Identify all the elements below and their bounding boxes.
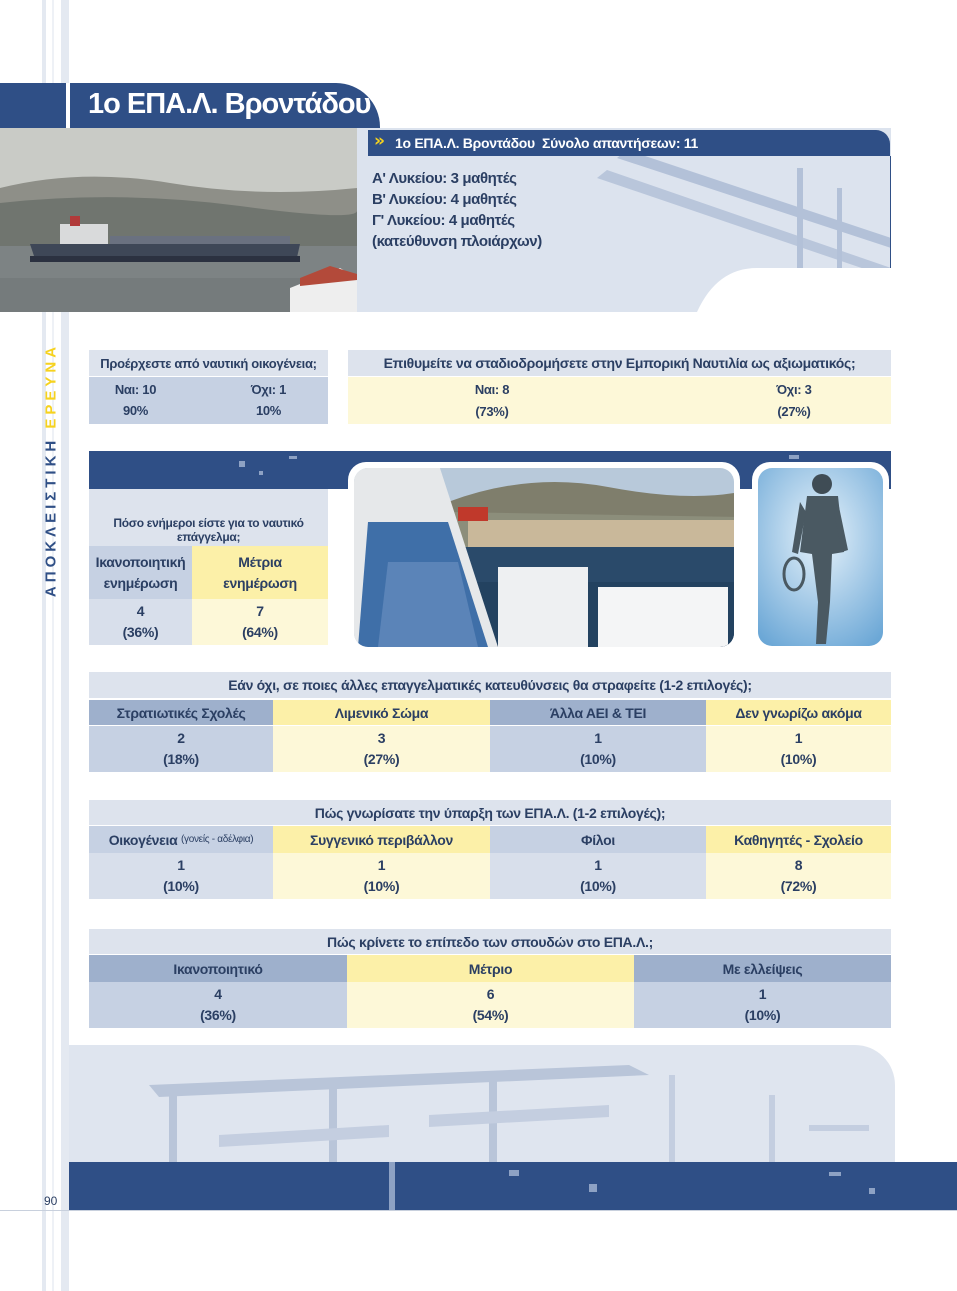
ferry-photo [348,462,740,647]
q-career-yes-label: Ναι: 8 [474,382,510,397]
q-other-question: Εάν όχι, σε ποιες άλλες επαγγελματικές κατευθύνσεις θα στραφείτε (1-2 επιλογές); [89,672,891,698]
harbor-photo [0,128,357,312]
q-other-option-count: 2 [177,730,185,746]
q-other-option-pct: (18%) [163,751,199,767]
q-source-question: Πώς γνωρίσατε την ύπαρξη των ΕΠΑ.Λ. (1-2 επιλογές); [89,800,891,825]
q-source-option-count: 1 [177,857,185,873]
footer-band-texture [69,1162,957,1210]
q-source-option-3-label: Φίλοι [490,826,706,853]
summary-lines [372,168,542,252]
double-chevron-icon: » [374,131,385,151]
footer-band [69,1162,957,1210]
q-family-question: Προέρχεστε από ναυτική οικογένεια; [89,350,328,376]
q-other-option-2-value [273,726,490,772]
q-other-option-2-label: Λιμενικό Σώμα [273,700,490,725]
q-level-question: Πώς κρίνετε το επίπεδο των σπουδών στο ΕΠΑ.Λ.; [89,929,891,954]
footer-rule [0,1210,957,1211]
q-family-no-pct: 10% [255,403,282,418]
q-other-option-3-value [490,726,706,772]
page-title: 1ο ΕΠΑ.Λ. Βροντάδου [88,88,371,120]
q-career-no-label: Όχι: 3 [776,382,812,397]
q-informed-option-label-line: ενημέρωση [223,574,297,591]
q-other-option-pct: (10%) [580,751,616,767]
section-label-highlight: ΕΡΕΥΝΑ [42,342,60,429]
section-label-text: ΑΠΟΚΛΕΙΣΤΙΚΗ [42,428,60,598]
q-level-option-count: 4 [214,986,222,1002]
summary-panel-border [890,156,891,268]
q-source-option-1-label [89,826,273,853]
q-level-option-1-value [89,982,347,1028]
q-other-option-4-value [706,726,891,772]
q-other-option-1-value [89,726,273,772]
q-other-option-pct: (27%) [363,751,400,767]
q-informed-option-pct: (36%) [122,624,159,640]
q-informed-option-count: 4 [136,603,145,619]
statue-photo-art [752,462,889,647]
q-source-option-count: 8 [794,857,803,873]
harbor-photo-art [0,128,357,312]
q-informed-option-label-line: ενημέρωση [103,574,178,591]
q-other-option-4-label: Δεν γνωρίζω ακόμα [706,700,891,725]
section-label [36,342,66,598]
q-informed-option-2-value [192,599,328,645]
q-source-option-label: Οικογένεια [108,831,178,848]
q-informed-option-2-label [192,546,328,599]
q-source-option-4-label: Καθηγητές - Σχολείο [706,826,891,853]
q-level-option-count: 6 [486,986,495,1002]
q-level-option-pct: (36%) [200,1007,236,1023]
q-source-option-4-value [706,853,891,899]
q-source-option-count: 1 [377,857,386,873]
summary-line: Β' Λυκείου: 4 μαθητές [372,191,517,208]
q-informed-option-pct: (64%) [242,624,278,640]
q-career-yes-pct: (73%) [475,404,509,419]
q-source-option-pct: (72%) [780,878,817,894]
q-source-option-pct: (10%) [163,878,199,894]
q-family-no-label: Όχι: 1 [250,382,287,397]
q-source-option-1-value [89,853,273,899]
q-source-option-count: 1 [594,857,602,873]
summary-line: Γ' Λυκείου: 4 μαθητές [372,212,515,229]
q-other-option-pct: (10%) [780,751,817,767]
q-source-option-pct: (10%) [363,878,400,894]
q-career-question: Επιθυμείτε να σταδιοδρομήσετε στην Εμπορική Ναυτιλία ως αξιωματικός; [348,350,891,376]
q-informed-option-count: 7 [256,603,264,619]
summary-line: Α' Λυκείου: 3 μαθητές [372,170,517,187]
q-informed-question: Πόσο ενήμεροι είστε για το ναυτικό επάγγελμα; [113,516,304,544]
q-family-yes-label: Ναι: 10 [114,382,157,397]
q-other-option-count: 3 [377,730,386,746]
q-other-option-1-label: Στρατιωτικές Σχολές [89,700,273,725]
ferry-photo-art [348,462,740,647]
q-informed-option-label-line: Μέτρια [238,553,282,570]
q-source-option-3-value [490,853,706,899]
q-other-option-count: 1 [794,730,803,746]
q-level-option-count: 1 [758,986,767,1002]
q-informed-option-label-line: Ικανοποιητική [95,553,186,570]
summary-line: (κατεύθυνση πλοιάρχων) [372,233,542,250]
q-other-option-3-label: Άλλα ΑΕΙ & ΤΕΙ [490,700,706,725]
q-level-option-pct: (54%) [472,1007,509,1023]
q-level-option-1-label: Ικανοποιητικό [89,955,347,982]
q-source-option-note: (γονείς - αδέλφια) [180,834,254,845]
header-bar-stripe [66,83,70,128]
q-informed-option-1-label [89,546,192,599]
q-level-option-2-value [347,982,634,1028]
q-source-option-2-label: Συγγενικό περιβάλλον [273,826,490,853]
q-source-option-2-value [273,853,490,899]
q-informed-option-1-value [89,599,192,645]
q-source-option-pct: (10%) [580,878,616,894]
q-level-option-3-label: Με ελλείψεις [634,955,891,982]
summary-panel [357,128,891,312]
summary-heading: 1ο ΕΠΑ.Λ. Βροντάδου Σύνολο απαντήσεων: 11 [395,135,698,151]
page-number: 90 [44,1194,58,1208]
q-career-no-pct: (27%) [777,404,811,419]
q-level-option-2-label: Μέτριο [347,955,634,982]
q-family-yes-pct: 90% [122,403,149,418]
q-other-option-count: 1 [594,730,602,746]
q-level-option-3-value [634,982,891,1028]
q-level-option-pct: (10%) [744,1007,781,1023]
statue-photo [752,462,889,647]
